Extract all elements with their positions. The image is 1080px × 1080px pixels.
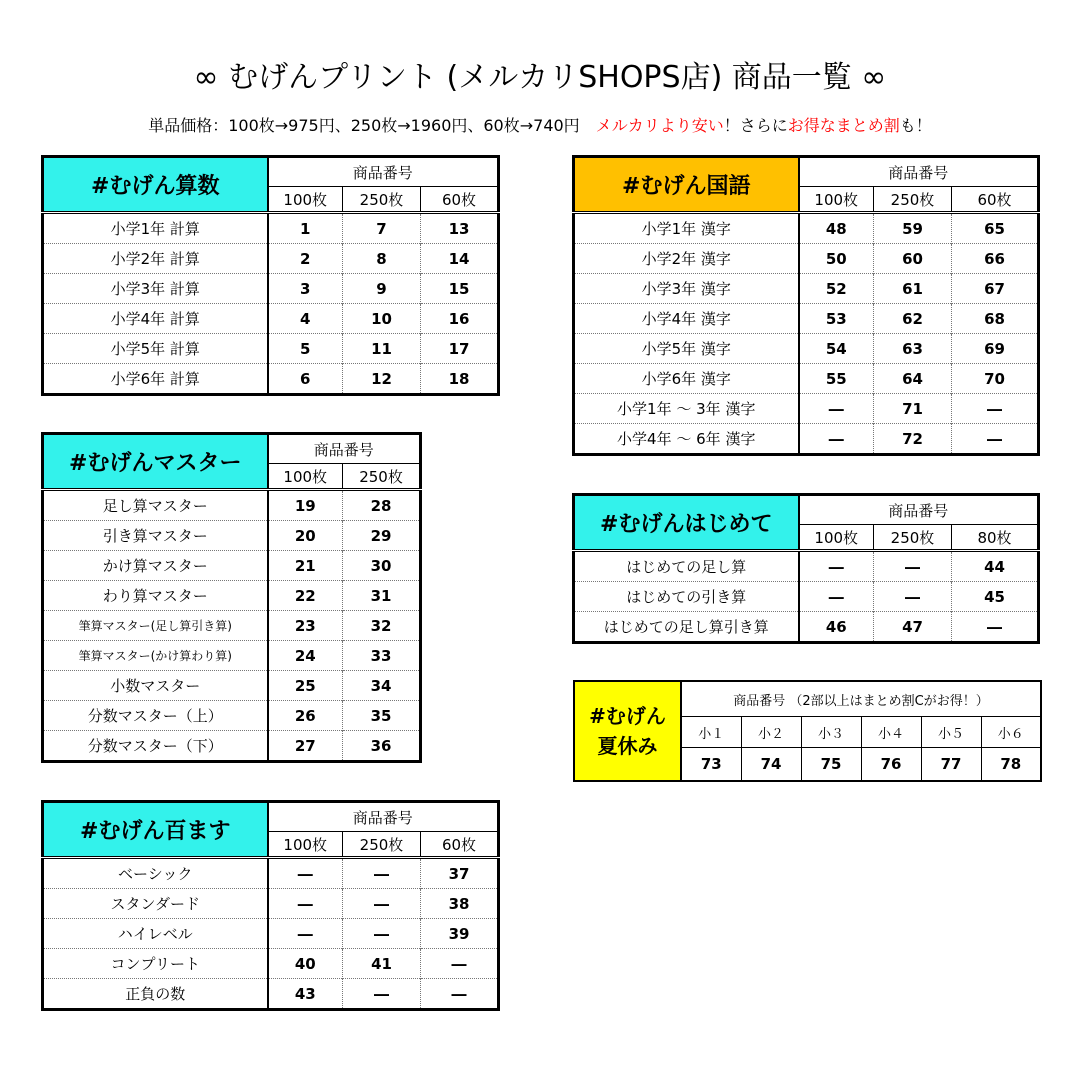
row-label: かけ算マスター [43, 551, 268, 581]
product-number: 47 [874, 612, 952, 643]
product-number: ― [952, 612, 1039, 643]
row-label: 小学5年 漢字 [574, 334, 799, 364]
product-number: ― [343, 889, 421, 919]
product-number: 76 [861, 748, 921, 782]
product-number: ― [799, 424, 874, 455]
table-row [43, 521, 421, 551]
product-number: 66 [952, 244, 1039, 274]
row-label: 分数マスター（下） [43, 731, 268, 762]
product-number: 65 [952, 213, 1039, 244]
table-row [43, 949, 499, 979]
product-number: 63 [874, 334, 952, 364]
product-number: 17 [421, 334, 499, 364]
table-row [43, 334, 499, 364]
product-number: ― [421, 949, 499, 979]
product-number: ― [343, 979, 421, 1010]
product-number: 33 [343, 641, 421, 671]
product-number: 23 [268, 611, 343, 641]
table-row [43, 244, 499, 274]
product-number: 9 [343, 274, 421, 304]
table-row [574, 612, 1039, 643]
product-number: 22 [268, 581, 343, 611]
product-number: 39 [421, 919, 499, 949]
hyakumasu-title: #むげん百ます [43, 802, 268, 858]
table-row [574, 364, 1039, 394]
product-number: 19 [268, 490, 343, 521]
row-label: 小学6年 漢字 [574, 364, 799, 394]
summer-grade: 小５ [921, 717, 981, 748]
product-number: 67 [952, 274, 1039, 304]
product-number: ― [799, 582, 874, 612]
kokugo-col-250: 250枚 [874, 187, 952, 213]
product-number: 4 [268, 304, 343, 334]
product-number: 28 [343, 490, 421, 521]
row-label: 足し算マスター [43, 490, 268, 521]
table-row [43, 304, 499, 334]
product-number: ― [799, 394, 874, 424]
product-number: ― [421, 979, 499, 1010]
product-number: 21 [268, 551, 343, 581]
product-number: 46 [799, 612, 874, 643]
product-number: 11 [343, 334, 421, 364]
summer-grade: 小２ [741, 717, 801, 748]
product-number: 7 [343, 213, 421, 244]
table-row [43, 641, 421, 671]
row-label: 小学1年 ～ 3年 漢字 [574, 394, 799, 424]
product-number: 40 [268, 949, 343, 979]
product-number: 34 [343, 671, 421, 701]
sansu-col-100: 100枚 [268, 187, 343, 213]
product-number: 36 [343, 731, 421, 762]
product-number: 77 [921, 748, 981, 782]
product-number: 75 [801, 748, 861, 782]
product-number: 71 [874, 394, 952, 424]
product-number: 5 [268, 334, 343, 364]
product-number: 62 [874, 304, 952, 334]
summer-table [573, 680, 1042, 782]
hyakumasu-group-label: 商品番号 [352, 808, 413, 827]
product-number: 68 [952, 304, 1039, 334]
sansu-table [41, 155, 500, 396]
row-label: 小学3年 計算 [43, 274, 268, 304]
kokugo-table [572, 155, 1040, 456]
product-number: 27 [268, 731, 343, 762]
kokugo-col-60: 60枚 [952, 187, 1039, 213]
product-number: 20 [268, 521, 343, 551]
product-number: 2 [268, 244, 343, 274]
table-row [574, 424, 1039, 455]
hajimete-title: #むげんはじめて [574, 495, 799, 551]
product-number: 12 [343, 364, 421, 395]
product-number: 43 [268, 979, 343, 1010]
table-row [43, 858, 499, 889]
product-number: 15 [421, 274, 499, 304]
hyakumasu-col-100: 100枚 [268, 832, 343, 858]
product-number: ― [268, 889, 343, 919]
summer-grade: 小３ [801, 717, 861, 748]
subtitle-mid: ！さらに [723, 116, 788, 135]
product-number: 35 [343, 701, 421, 731]
hajimete-col-100: 100枚 [799, 525, 874, 551]
row-label: はじめての足し算 [574, 551, 799, 582]
row-label: 小学1年 漢字 [574, 213, 799, 244]
product-number: ― [343, 858, 421, 889]
table-row [574, 304, 1039, 334]
product-number: 31 [343, 581, 421, 611]
kokugo-group-label: 商品番号 [888, 163, 949, 182]
product-number: 37 [421, 858, 499, 889]
sansu-col-60: 60枚 [421, 187, 499, 213]
row-label: 小学4年 ～ 6年 漢字 [574, 424, 799, 455]
product-number: ― [952, 394, 1039, 424]
summer-grade: 小４ [861, 717, 921, 748]
table-row [574, 551, 1039, 582]
product-number: 26 [268, 701, 343, 731]
sansu-title: #むげん算数 [43, 157, 268, 213]
product-number: 41 [343, 949, 421, 979]
product-number: 14 [421, 244, 499, 274]
product-number: 44 [952, 551, 1039, 582]
row-label: 小学2年 漢字 [574, 244, 799, 274]
product-number: 52 [799, 274, 874, 304]
product-number: 64 [874, 364, 952, 394]
sansu-col-250: 250枚 [343, 187, 421, 213]
product-number: 53 [799, 304, 874, 334]
product-number: ― [952, 424, 1039, 455]
table-row [43, 364, 499, 395]
master-table [41, 432, 422, 763]
table-row [43, 731, 421, 762]
page-title: ∞ むげんプリント (メルカリSHOPS店) 商品一覧 ∞ [193, 60, 887, 95]
product-number: 45 [952, 582, 1039, 612]
table-row [43, 889, 499, 919]
summer-title-line2: 夏休み [597, 734, 658, 758]
product-number: 38 [421, 889, 499, 919]
row-label: ベーシック [43, 858, 268, 889]
row-label: 小学4年 漢字 [574, 304, 799, 334]
row-label: 小学2年 計算 [43, 244, 268, 274]
subtitle-end: も！ [899, 116, 932, 135]
product-number: 1 [268, 213, 343, 244]
row-label: はじめての足し算引き算 [574, 612, 799, 643]
table-row [43, 274, 499, 304]
product-number: 78 [981, 748, 1041, 782]
product-number: 72 [874, 424, 952, 455]
product-number: 29 [343, 521, 421, 551]
hajimete-col-250: 250枚 [874, 525, 952, 551]
row-label: ハイレベル [43, 919, 268, 949]
product-number: 24 [268, 641, 343, 671]
row-label: 小数マスター [43, 671, 268, 701]
hyakumasu-col-60: 60枚 [421, 832, 499, 858]
product-number: 59 [874, 213, 952, 244]
row-label: 小学6年 計算 [43, 364, 268, 395]
table-row [43, 979, 499, 1010]
row-label: はじめての引き算 [574, 582, 799, 612]
table-row [43, 701, 421, 731]
product-number: ― [268, 919, 343, 949]
hajimete-group-label: 商品番号 [888, 501, 949, 520]
kokugo-col-100: 100枚 [799, 187, 874, 213]
row-label: コンプリート [43, 949, 268, 979]
summer-group-label: 商品番号 （2部以上はまとめ割Cがお得！） [681, 681, 1041, 717]
row-label: 引き算マスター [43, 521, 268, 551]
table-row [43, 551, 421, 581]
product-number: ― [874, 551, 952, 582]
table-row [43, 581, 421, 611]
deal-note: お得なまとめ割 [787, 116, 900, 135]
cheaper-note: メルカリより安い [595, 116, 724, 135]
row-label: 分数マスター（上） [43, 701, 268, 731]
product-number: 55 [799, 364, 874, 394]
hyakumasu-table [41, 800, 500, 1011]
master-title: #むげんマスター [43, 434, 268, 490]
hajimete-table [572, 493, 1040, 644]
product-number: 54 [799, 334, 874, 364]
table-row [574, 334, 1039, 364]
product-number: 50 [799, 244, 874, 274]
table-row [43, 490, 421, 521]
row-label: 小学5年 計算 [43, 334, 268, 364]
row-label: わり算マスター [43, 581, 268, 611]
product-number: 18 [421, 364, 499, 395]
row-label: 正負の数 [43, 979, 268, 1010]
product-number: 48 [799, 213, 874, 244]
table-row [574, 274, 1039, 304]
product-number: ― [799, 551, 874, 582]
hyakumasu-col-250: 250枚 [343, 832, 421, 858]
row-label: 筆算マスター(足し算引き算) [43, 611, 268, 641]
product-number: ― [874, 582, 952, 612]
product-number: 73 [700, 755, 722, 773]
master-col-250: 250枚 [343, 464, 421, 490]
product-number: 13 [421, 213, 499, 244]
product-number: 10 [343, 304, 421, 334]
row-label: 筆算マスター(かけ算わり算) [43, 641, 268, 671]
row-label: 小学3年 漢字 [574, 274, 799, 304]
table-row [43, 671, 421, 701]
master-col-100: 100枚 [268, 464, 343, 490]
table-row [574, 582, 1039, 612]
summer-title-line1: #むげん [589, 704, 666, 728]
row-label: 小学4年 計算 [43, 304, 268, 334]
table-row [574, 244, 1039, 274]
product-number: 16 [421, 304, 499, 334]
master-group-label: 商品番号 [313, 440, 374, 459]
table-row [43, 611, 421, 641]
table-row [43, 213, 499, 244]
sansu-group-label: 商品番号 [352, 163, 413, 182]
product-number: 30 [343, 551, 421, 581]
summer-title [574, 681, 681, 781]
row-label: 小学1年 計算 [43, 213, 268, 244]
table-row [43, 919, 499, 949]
summer-grade: 小１ [681, 717, 741, 748]
kokugo-title: #むげん国語 [574, 157, 799, 213]
product-number: 70 [952, 364, 1039, 394]
product-number: 25 [268, 671, 343, 701]
price-note: 単品価格：100枚→975円、250枚→1960円、60枚→740円 [148, 116, 580, 135]
product-number: 60 [874, 244, 952, 274]
product-number: ― [268, 858, 343, 889]
product-number: 3 [268, 274, 343, 304]
product-number: ― [343, 919, 421, 949]
product-number: 74 [741, 748, 801, 782]
hajimete-col-80: 80枚 [952, 525, 1039, 551]
product-number: 69 [952, 334, 1039, 364]
subtitle [0, 114, 1080, 138]
table-row [574, 213, 1039, 244]
row-label: スタンダード [43, 889, 268, 919]
product-number: 6 [268, 364, 343, 395]
product-number: 61 [874, 274, 952, 304]
summer-grade: 小６ [981, 717, 1041, 748]
product-number: 8 [343, 244, 421, 274]
product-number: 32 [343, 611, 421, 641]
table-row [574, 394, 1039, 424]
